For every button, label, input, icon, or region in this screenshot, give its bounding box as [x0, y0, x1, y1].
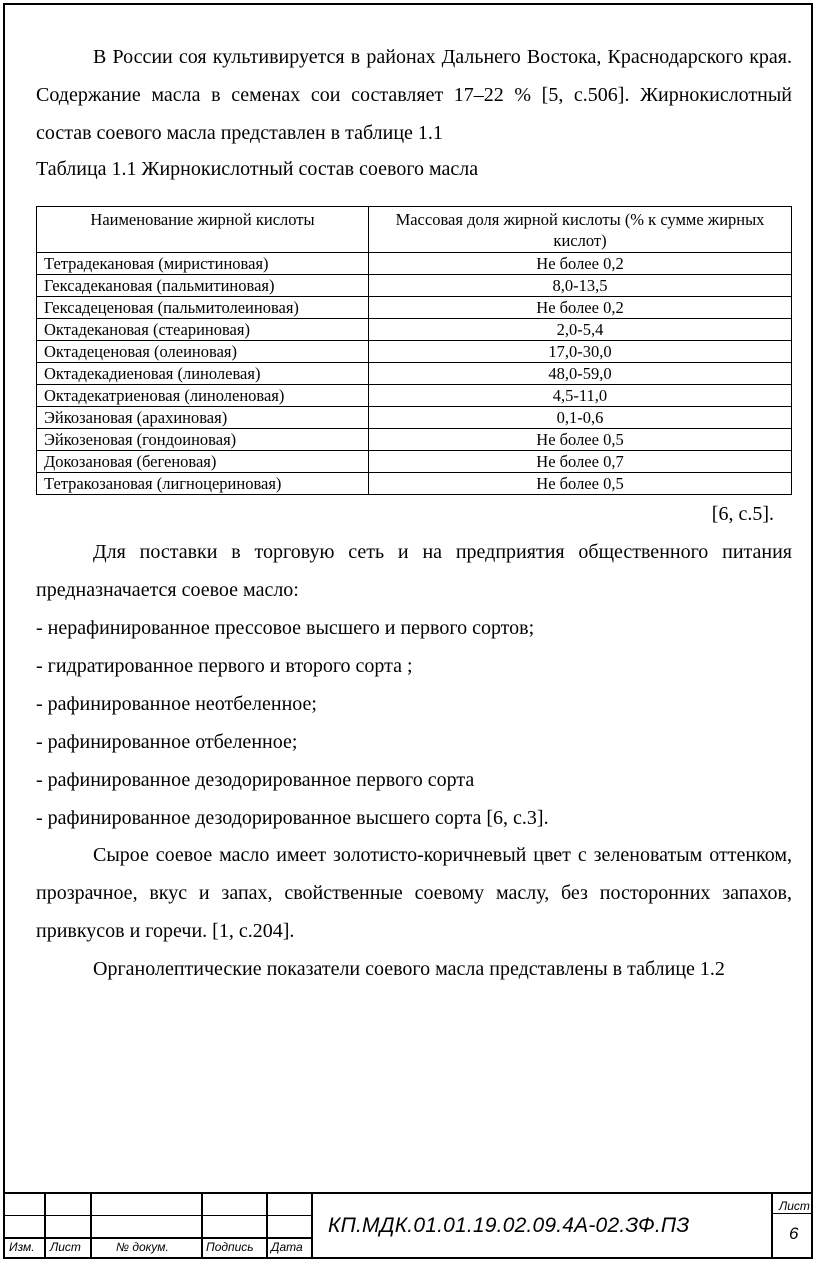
- list-item: - рафинированное дезодорированное высшего сорта [6, с.3].: [36, 807, 549, 829]
- acid-name-cell: Октадекадиеновая (линолевая): [37, 363, 369, 385]
- table-row: [37, 363, 792, 385]
- raw-oil-paragraph: Сырое соевое масло имеет золотисто-коричневый цвет с зеленоватым оттенком, прозрачное, вкус и запах, свойственные соевому маслу, без посторонних запахов, привкусов и горечи. [1, с.204].: [36, 844, 792, 942]
- mass-fraction-cell: Не более 0,5: [369, 429, 792, 451]
- acid-name-cell: Октадекановая (стеариновая): [37, 319, 369, 341]
- list-item: - гидратированное первого и второго сорта ;: [36, 655, 413, 677]
- sheet-number: 6: [789, 1224, 799, 1243]
- table-row: [37, 473, 792, 495]
- acid-name-cell: Гексадеценовая (пальмитолеиновая): [37, 297, 369, 319]
- acid-name-cell: Октадекатриеновая (линоленовая): [37, 385, 369, 407]
- fatty-acid-table: [36, 206, 792, 495]
- organoleptic-paragraph: Органолептические показатели соевого масла представлены в таблице 1.2: [93, 958, 725, 980]
- table-header-row: [37, 207, 792, 253]
- document-code: КП.МДК.01.01.19.02.09.4А-02.ЗФ.ПЗ: [328, 1214, 690, 1237]
- mass-fraction-cell: 17,0-30,0: [369, 341, 792, 363]
- table-row: [37, 319, 792, 341]
- mass-fraction-cell: Не более 0,7: [369, 451, 792, 473]
- header-acid-name: Наименование жирной кислоты: [37, 207, 369, 253]
- label-sheet: Лист: [50, 1240, 81, 1254]
- mass-fraction-cell: 2,0-5,4: [369, 319, 792, 341]
- table-row: [37, 451, 792, 473]
- acid-name-cell: Октадеценовая (олеиновая): [37, 341, 369, 363]
- mass-fraction-cell: 48,0-59,0: [369, 363, 792, 385]
- table-row: [37, 385, 792, 407]
- table-row: [37, 341, 792, 363]
- mass-fraction-cell: Не более 0,2: [369, 253, 792, 275]
- sheet-label: Лист: [779, 1199, 810, 1213]
- list-item: - рафинированное неотбеленное;: [36, 693, 317, 715]
- label-date: Дата: [271, 1240, 303, 1254]
- list-item: - нерафинированное прессовое высшего и первого сортов;: [36, 617, 535, 639]
- acid-name-cell: Тетрадекановая (миристиновая): [37, 253, 369, 275]
- mass-fraction-cell: 8,0-13,5: [369, 275, 792, 297]
- intro-paragraph: В России соя культивируется в районах Дальнего Востока, Краснодарского края. Содержание масла в семенах сои составляет 17–22 % [5, с.506]. Жирнокислотный состав соевого масла представлен в таблице 1.1: [36, 46, 792, 144]
- list-item: - рафинированное отбеленное;: [36, 731, 298, 753]
- acid-name-cell: Тетракозановая (лигноцериновая): [37, 473, 369, 495]
- table-row: [37, 407, 792, 429]
- acid-name-cell: Эйкозеновая (гондоиновая): [37, 429, 369, 451]
- label-signature: Подпись: [206, 1240, 254, 1254]
- label-change: Изм.: [9, 1240, 35, 1254]
- table-row: [37, 297, 792, 319]
- acid-name-cell: Гексадекановая (пальмитиновая): [37, 275, 369, 297]
- table-row: [37, 429, 792, 451]
- acid-name-cell: Докозановая (бегеновая): [37, 451, 369, 473]
- mass-fraction-cell: 0,1-0,6: [369, 407, 792, 429]
- header-mass-fraction: Массовая доля жирной кислоты (% к сумме жирных кислот): [369, 207, 792, 253]
- title-block: [3, 1192, 813, 1259]
- list-item: - рафинированное дезодорированное первого сорта: [36, 769, 475, 791]
- mass-fraction-cell: Не более 0,5: [369, 473, 792, 495]
- supply-paragraph: Для поставки в торговую сеть и на предприятия общественного питания предназначается соевое масло:: [36, 541, 792, 601]
- table-row: [37, 253, 792, 275]
- acid-name-cell: Эйкозановая (арахиновая): [37, 407, 369, 429]
- table-row: [37, 275, 792, 297]
- mass-fraction-cell: Не более 0,2: [369, 297, 792, 319]
- mass-fraction-cell: 4,5-11,0: [369, 385, 792, 407]
- table-reference: [6, с.5].: [711, 503, 774, 525]
- label-doc-no: № докум.: [116, 1240, 169, 1254]
- table-caption: Таблица 1.1 Жирнокислотный состав соевого масла: [36, 158, 479, 180]
